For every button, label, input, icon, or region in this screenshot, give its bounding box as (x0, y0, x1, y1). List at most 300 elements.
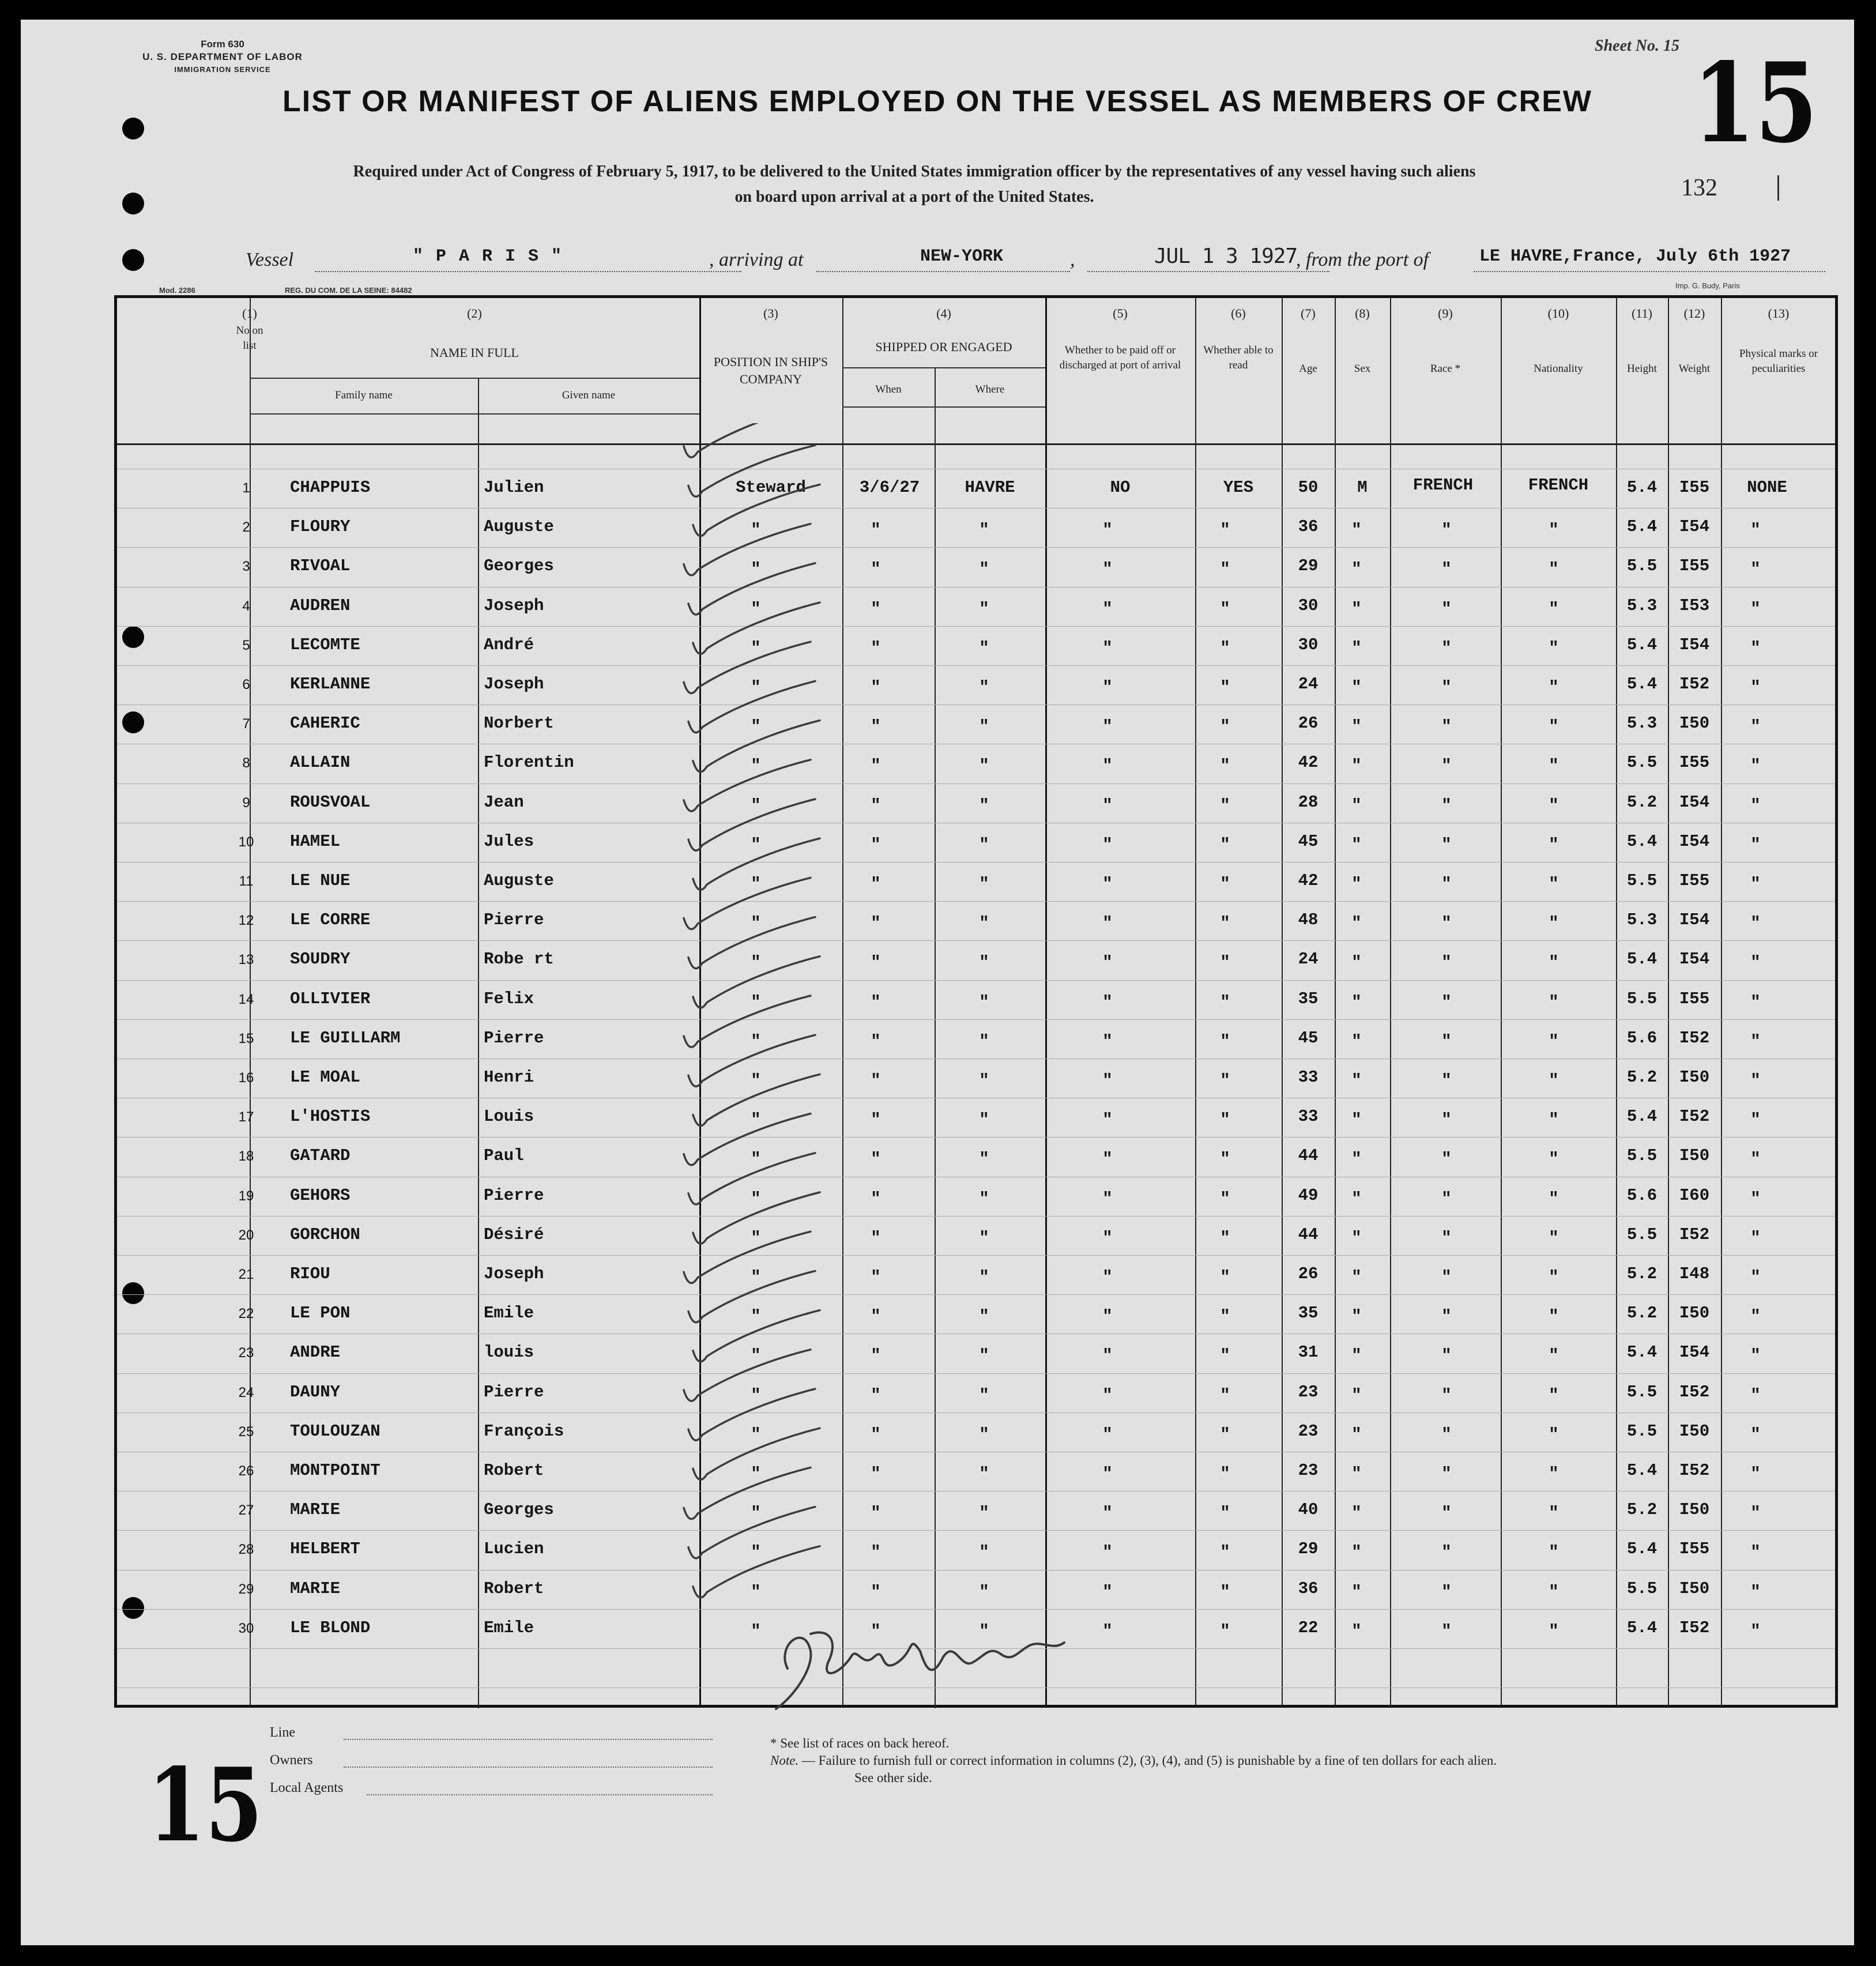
row-number: 25 (238, 1423, 254, 1440)
age: 44 (1298, 1146, 1319, 1166)
nationality-ditto: " (1549, 560, 1559, 579)
nationality-ditto: " (1549, 1621, 1559, 1641)
row-number: 23 (238, 1345, 254, 1361)
sex-ditto: " (1351, 1307, 1362, 1327)
weight: I54 (1679, 831, 1710, 851)
col-2-number: (2) (467, 306, 482, 321)
vessel-label: Vessel (246, 249, 294, 270)
family-name: MARIE (290, 1579, 341, 1598)
weight: I54 (1679, 1343, 1710, 1362)
row-number: 2 (242, 519, 250, 536)
height: 5.2 (1626, 1264, 1657, 1283)
able-to-read-ditto: " (1220, 638, 1230, 658)
shipped-when-ditto: " (871, 1582, 881, 1602)
shipped-where-ditto: " (979, 1582, 989, 1602)
family-name: ALLAIN (290, 753, 351, 773)
check-mark (688, 681, 815, 732)
weight: I52 (1679, 1225, 1710, 1244)
physical-marks: NONE (1747, 478, 1787, 497)
race-ditto: " (1441, 1464, 1452, 1483)
col-4-number: (4) (936, 306, 951, 321)
paid-off-ditto: " (1102, 875, 1113, 894)
position-ditto: " (751, 1110, 761, 1130)
nationality-ditto: " (1549, 1031, 1559, 1051)
department: U. S. DEPARTMENT OF LABOR (142, 51, 303, 62)
sex-ditto: " (1351, 1385, 1362, 1405)
col-2-label: NAME IN FULL (430, 345, 519, 360)
height: 5.5 (1626, 556, 1657, 576)
weight: I52 (1679, 1028, 1710, 1048)
col-7-label: Age (1299, 363, 1317, 375)
position-ditto: " (751, 1543, 761, 1562)
check-mark (684, 1350, 811, 1401)
height: 5.5 (1626, 1421, 1657, 1441)
col-12-label: Weight (1678, 363, 1711, 375)
position-ditto: " (751, 914, 761, 933)
shipped-where-ditto: " (979, 1071, 989, 1090)
shipped-where-ditto: " (979, 914, 989, 933)
able-to-read-ditto: " (1220, 1504, 1230, 1523)
family-name: FLOURY (290, 517, 351, 537)
position-ditto: " (751, 796, 761, 815)
paid-off-ditto: " (1102, 678, 1113, 697)
position-ditto: " (751, 638, 761, 658)
family-name: L'HOSTIS (290, 1107, 371, 1127)
nationality-ditto: " (1549, 1071, 1559, 1090)
punch-hole (122, 193, 144, 214)
position-ditto: " (751, 875, 761, 894)
race-ditto: " (1441, 1385, 1452, 1405)
shipped-when-ditto: " (871, 953, 881, 973)
physical-marks-ditto: " (1750, 1071, 1761, 1090)
paid-off-ditto: " (1102, 1385, 1113, 1405)
height: 5.6 (1626, 1185, 1657, 1205)
row-number: 8 (242, 755, 250, 771)
race-ditto: " (1441, 1110, 1452, 1130)
weight: I50 (1679, 1579, 1710, 1598)
sex-ditto: " (1351, 599, 1362, 619)
nationality-ditto: " (1549, 756, 1559, 776)
given-name: Emile (484, 1618, 534, 1637)
shipped-where-ditto: " (979, 638, 989, 658)
check-mark (684, 524, 811, 575)
paid-off-ditto: " (1102, 1228, 1113, 1248)
check-mark (693, 1428, 820, 1479)
shipped-when-ditto: " (871, 638, 881, 658)
col-4-label: SHIPPED OR ENGAGED (875, 340, 1012, 354)
paid-off-ditto: " (1102, 717, 1113, 737)
nationality-ditto: " (1549, 1504, 1559, 1523)
family-name: ANDRE (290, 1343, 341, 1362)
registration: REG. DU COM. DE LA SEINE: 84482 (285, 286, 412, 295)
sex-ditto: " (1351, 560, 1362, 579)
family-name: DAUNY (290, 1382, 341, 1402)
sex-ditto: " (1351, 678, 1362, 697)
sex-ditto: " (1351, 992, 1362, 1012)
row-number: 5 (242, 637, 250, 653)
age: 30 (1298, 596, 1319, 615)
col-2a-label: Family name (335, 389, 393, 401)
age: 45 (1298, 831, 1319, 851)
big-sheet-number-bottom: 15 (148, 1746, 263, 1865)
family-name: MONTPOINT (290, 1461, 381, 1480)
age: 30 (1298, 635, 1319, 654)
age: 49 (1298, 1185, 1319, 1205)
sex-ditto: " (1351, 1464, 1362, 1483)
shipped-when-ditto: " (871, 992, 881, 1012)
given-name: Paul (484, 1146, 524, 1166)
shipped-when-ditto: " (871, 560, 881, 579)
nationality-ditto: " (1549, 1268, 1559, 1287)
able-to-read-ditto: " (1220, 678, 1230, 697)
able-to-read-ditto: " (1220, 992, 1230, 1012)
physical-marks-ditto: " (1750, 992, 1761, 1012)
able-to-read: YES (1223, 478, 1254, 497)
shipped-where-ditto: " (979, 1307, 989, 1327)
physical-marks-ditto: " (1750, 1543, 1761, 1562)
paid-off-ditto: " (1102, 1621, 1113, 1641)
sex-ditto: " (1351, 875, 1362, 894)
race: FRENCH (1412, 476, 1474, 495)
able-to-read-ditto: " (1220, 1425, 1230, 1444)
see-other-side: See other side. (854, 1771, 932, 1785)
able-to-read-ditto: " (1220, 835, 1230, 854)
paid-off-ditto: " (1102, 953, 1113, 973)
age: 22 (1298, 1618, 1319, 1637)
paid-off: NO (1110, 478, 1131, 497)
age: 23 (1298, 1382, 1319, 1402)
check-mark (688, 1389, 815, 1440)
shipped-when-ditto: " (871, 1110, 881, 1130)
shipped-where-ditto: " (979, 1385, 989, 1405)
races-note: * See list of races on back hereof. (770, 1736, 950, 1750)
height: 5.4 (1626, 478, 1657, 497)
able-to-read-ditto: " (1220, 1268, 1230, 1287)
age: 24 (1298, 950, 1319, 969)
sheet-label: Sheet No. (1595, 37, 1659, 55)
physical-marks-ditto: " (1750, 521, 1761, 540)
weight: I52 (1679, 675, 1710, 694)
sex-ditto: " (1351, 1031, 1362, 1051)
nationality-ditto: " (1549, 1150, 1559, 1169)
weight: I50 (1679, 1421, 1710, 1441)
given-name: Pierre (484, 1185, 544, 1205)
check-mark (688, 917, 815, 969)
weight: I50 (1679, 714, 1710, 733)
shipped-where-ditto: " (979, 875, 989, 894)
physical-marks-ditto: " (1750, 1150, 1761, 1169)
physical-marks-ditto: " (1750, 638, 1761, 658)
sex-ditto: " (1351, 1504, 1362, 1523)
paid-off-ditto: " (1102, 599, 1113, 619)
paid-off-ditto: " (1102, 1543, 1113, 1562)
position-ditto: " (751, 992, 761, 1012)
paid-off-ditto: " (1102, 914, 1113, 933)
weight: I54 (1679, 792, 1710, 812)
able-to-read-ditto: " (1220, 796, 1230, 815)
given-name: Jules (484, 831, 534, 851)
shipped-where-ditto: " (979, 560, 989, 579)
given-name: Joseph (484, 596, 544, 615)
age: 35 (1298, 989, 1319, 1008)
given-name: Auguste (484, 517, 554, 537)
given-name: Pierre (484, 1382, 544, 1402)
row-number: 9 (242, 794, 250, 811)
height: 5.4 (1626, 635, 1657, 654)
shipped-when-ditto: " (871, 1228, 881, 1248)
shipped-when-ditto: " (871, 1621, 881, 1641)
physical-marks-ditto: " (1750, 1228, 1761, 1248)
position-ditto: " (751, 1621, 761, 1641)
check-marks (666, 423, 1012, 1663)
row-number: 22 (238, 1306, 254, 1322)
race-ditto: " (1441, 1582, 1452, 1602)
able-to-read-ditto: " (1220, 1228, 1230, 1248)
height: 5.5 (1626, 1146, 1657, 1166)
col-1-label: No on list (236, 325, 263, 352)
family-name: MARIE (290, 1500, 341, 1520)
physical-marks-ditto: " (1750, 1582, 1761, 1602)
able-to-read-ditto: " (1220, 1346, 1230, 1366)
paid-off-ditto: " (1102, 1071, 1113, 1090)
weight: I54 (1679, 517, 1710, 537)
col-12-number: (12) (1683, 306, 1705, 321)
race-ditto: " (1441, 914, 1452, 933)
age: 29 (1298, 556, 1319, 576)
height: 5.4 (1626, 517, 1657, 537)
col-11-label: Height (1627, 363, 1657, 375)
age: 42 (1298, 871, 1319, 890)
paid-off-ditto: " (1102, 1268, 1113, 1287)
height: 5.3 (1626, 910, 1657, 930)
height: 5.5 (1626, 871, 1657, 890)
physical-marks-ditto: " (1750, 560, 1761, 579)
physical-marks-ditto: " (1750, 914, 1761, 933)
shipped-where-ditto: " (979, 1346, 989, 1366)
age: 36 (1298, 1579, 1319, 1598)
col-10-label: Nationality (1534, 363, 1583, 375)
vessel-line: Vessel " P A R I S " , arriving at NEW-YORK , JUL 1 3 1927 , from the port of LE HAVRE,France, July 6th 1927 (55, 241, 1843, 276)
physical-marks-ditto: " (1750, 717, 1761, 737)
position-ditto: " (751, 1385, 761, 1405)
height: 5.2 (1626, 792, 1657, 812)
age: 50 (1298, 478, 1319, 497)
sheet-number (1595, 37, 1679, 55)
col-13-label: Physical marks or peculiarities (1739, 348, 1818, 375)
weight: I55 (1679, 871, 1710, 890)
physical-marks-ditto: " (1750, 1425, 1761, 1444)
race-ditto: " (1441, 717, 1452, 737)
position-ditto: " (751, 521, 761, 540)
shipped-where-ditto: " (979, 521, 989, 540)
shipped-where-ditto: " (979, 1228, 989, 1248)
family-name: LE GUILLARM (290, 1028, 401, 1048)
shipped-where-ditto: " (979, 717, 989, 737)
check-mark (693, 838, 820, 890)
nationality-ditto: " (1549, 992, 1559, 1012)
shipped-when-ditto: " (871, 599, 881, 619)
given-name: Norbert (484, 714, 554, 733)
physical-marks-ditto: " (1750, 1504, 1761, 1523)
nationality-ditto: " (1549, 796, 1559, 815)
race-ditto: " (1441, 1189, 1452, 1208)
shipped-where-ditto: " (979, 1621, 989, 1641)
able-to-read-ditto: " (1220, 1307, 1230, 1327)
height: 5.5 (1626, 989, 1657, 1008)
shipped-when-ditto: " (871, 678, 881, 697)
shipped-where-ditto: " (979, 599, 989, 619)
family-name: OLLIVIER (290, 989, 371, 1008)
owners-label: Owners (270, 1753, 313, 1768)
physical-marks-ditto: " (1750, 835, 1761, 854)
weight: I54 (1679, 910, 1710, 930)
line-label: Line (270, 1725, 295, 1740)
shipped-when-ditto: " (871, 521, 881, 540)
weight: I55 (1679, 753, 1710, 773)
paid-off-ditto: " (1102, 992, 1113, 1012)
row-number: 4 (242, 598, 250, 614)
row-number: 11 (239, 873, 254, 889)
height: 5.4 (1626, 1343, 1657, 1362)
given-name: Lucien (484, 1539, 544, 1559)
side-mark (1777, 175, 1779, 201)
race-ditto: " (1441, 875, 1452, 894)
physical-marks-ditto: " (1750, 599, 1761, 619)
height: 5.4 (1626, 1539, 1657, 1559)
weight: I52 (1679, 1107, 1710, 1127)
subtitle-line-1: Required under Act of Congress of February 5, 1917, to be delivered to the United States immigration officer by the representatives of any vessel having such aliens (353, 163, 1476, 180)
given-name: Auguste (484, 871, 554, 890)
height: 5.2 (1626, 1068, 1657, 1087)
position-ditto: " (751, 1150, 761, 1169)
position-ditto: " (751, 1425, 761, 1444)
paid-off-ditto: " (1102, 1582, 1113, 1602)
family-name: RIVOAL (290, 556, 351, 576)
shipped-where-ditto: " (979, 1425, 989, 1444)
paid-off-ditto: " (1102, 1425, 1113, 1444)
service: IMMIGRATION SERVICE (174, 65, 271, 74)
age: 35 (1298, 1304, 1319, 1323)
race-ditto: " (1441, 1425, 1452, 1444)
able-to-read-ditto: " (1220, 1543, 1230, 1562)
age: 42 (1298, 753, 1319, 773)
arrival-date-stamp: JUL 1 3 1927 (1154, 244, 1298, 268)
able-to-read-ditto: " (1220, 1031, 1230, 1051)
col-3-number: (3) (763, 306, 778, 321)
family-name: HAMEL (290, 831, 341, 851)
physical-marks-ditto: " (1750, 875, 1761, 894)
shipped-when-ditto: " (871, 1464, 881, 1483)
age: 28 (1298, 792, 1319, 812)
age: 24 (1298, 675, 1319, 694)
able-to-read-ditto: " (1220, 953, 1230, 973)
physical-marks-ditto: " (1750, 1385, 1761, 1405)
physical-marks-ditto: " (1750, 796, 1761, 815)
row-number: 6 (242, 677, 250, 692)
check-mark (684, 642, 811, 693)
given-name: Florentin (484, 753, 574, 773)
family-name: LE MOAL (290, 1068, 360, 1087)
family-name: GORCHON (290, 1225, 360, 1244)
shipped-where-ditto: " (979, 756, 989, 776)
col-5-label: Whether to be paid off or discharged at port of arrival (1059, 344, 1181, 371)
nationality-ditto: " (1549, 1110, 1559, 1130)
family-name: LE NUE (290, 871, 351, 890)
able-to-read-ditto: " (1220, 1621, 1230, 1641)
height: 5.2 (1626, 1304, 1657, 1323)
family-name: CAHERIC (290, 714, 360, 733)
nationality-ditto: " (1549, 521, 1559, 540)
shipped-where-ditto: " (979, 1464, 989, 1483)
able-to-read-ditto: " (1220, 914, 1230, 933)
arriving-label: , arriving at (709, 249, 804, 270)
col-9-label: Race * (1430, 363, 1461, 375)
row-number: 24 (238, 1384, 254, 1400)
nationality-ditto: " (1549, 1307, 1559, 1327)
row-number: 18 (238, 1148, 254, 1165)
nationality-ditto: " (1549, 638, 1559, 658)
age: 23 (1298, 1461, 1319, 1480)
check-mark (688, 799, 815, 850)
shipped-where-ditto: " (979, 835, 989, 854)
given-name: Louis (484, 1107, 534, 1127)
shipped-when-ditto: " (871, 1268, 881, 1287)
weight: I54 (1679, 950, 1710, 969)
paid-off-ditto: " (1102, 1189, 1113, 1208)
col-4b-label: Where (975, 383, 1005, 396)
row-number: 26 (238, 1463, 254, 1479)
col-8-label: Sex (1354, 363, 1371, 375)
paid-off-ditto: " (1102, 521, 1113, 540)
check-mark (688, 445, 815, 496)
shipped-when-ditto: " (871, 1543, 881, 1562)
nationality-ditto: " (1549, 717, 1559, 737)
paid-off-ditto: " (1102, 835, 1113, 854)
weight: I60 (1679, 1185, 1710, 1205)
given-name: Georges (484, 556, 554, 576)
row-number: 29 (238, 1581, 254, 1597)
shipped-when-ditto: " (871, 796, 881, 815)
weight: I52 (1679, 1382, 1710, 1402)
check-mark (693, 956, 820, 1008)
able-to-read-ditto: " (1220, 560, 1230, 579)
col-7-number: (7) (1301, 306, 1316, 321)
shipped-when-ditto: " (871, 1385, 881, 1405)
shipped-where-ditto: " (979, 1150, 989, 1169)
check-mark (684, 996, 811, 1047)
check-mark (688, 1271, 815, 1322)
height: 5.3 (1626, 596, 1657, 615)
able-to-read-ditto: " (1220, 1189, 1230, 1208)
able-to-read-ditto: " (1220, 1582, 1230, 1602)
check-mark (693, 1192, 820, 1244)
race-ditto: " (1441, 1268, 1452, 1287)
weight: I55 (1679, 989, 1710, 1008)
position-ditto: " (751, 1228, 761, 1248)
given-name: Felix (484, 989, 534, 1008)
position-ditto: " (751, 678, 761, 697)
able-to-read-ditto: " (1220, 756, 1230, 776)
nationality-ditto: " (1549, 1582, 1559, 1602)
position-ditto: " (751, 756, 761, 776)
row-number: 13 (238, 952, 254, 968)
race-ditto: " (1441, 953, 1452, 973)
row-number: 16 (238, 1070, 254, 1086)
able-to-read-ditto: " (1220, 717, 1230, 737)
mod-number: Mod. 2286 (159, 286, 195, 295)
position-ditto: " (751, 1031, 761, 1051)
shipped-when-ditto: " (871, 1504, 881, 1523)
